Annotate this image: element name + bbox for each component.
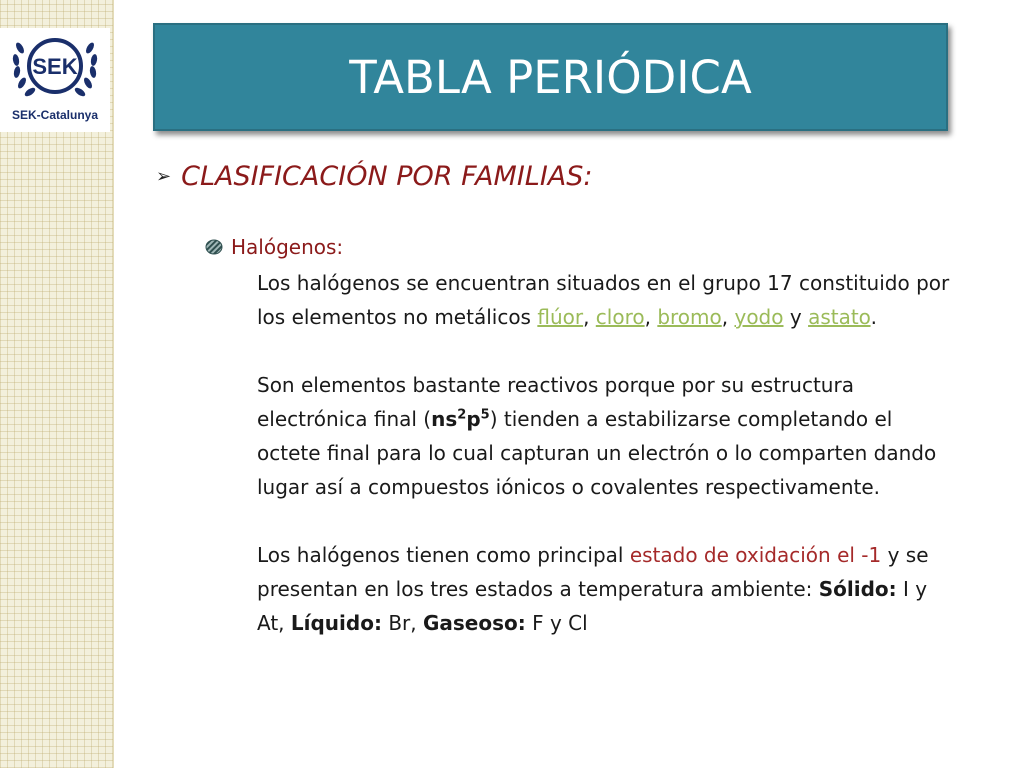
- link-cloro[interactable]: cloro: [595, 305, 645, 329]
- spacer: [155, 334, 950, 368]
- subheading-text: Halógenos:: [231, 235, 344, 259]
- link-yodo[interactable]: yodo: [734, 305, 784, 329]
- striped-bullet-icon: [205, 239, 223, 255]
- gas-label: Gaseoso:: [422, 611, 526, 635]
- electron-config: [431, 407, 490, 431]
- link-fluor[interactable]: flúor: [537, 305, 584, 329]
- paragraph-3: [155, 538, 950, 640]
- para1-text: Los halógenos se encuentran situados en el grupo 17 constituido por los elementos no metálicos: [257, 271, 950, 329]
- link-astato[interactable]: astato: [808, 305, 871, 329]
- liquid-value: Br,: [381, 611, 423, 635]
- separator: ,: [583, 305, 596, 329]
- heading-text: CLASIFICACIÓN POR FAMILIAS:: [181, 160, 593, 192]
- config-ns-exponent: 2: [457, 407, 467, 423]
- conjunction: y: [783, 305, 809, 329]
- separator: ,: [644, 305, 658, 329]
- solid-label: Sólido:: [818, 577, 897, 601]
- spacer: [155, 504, 950, 538]
- paragraph-2: [155, 368, 950, 504]
- para2-text-b: ) tienden a estabilizarse completando el octete final para lo cual capturan un electrón o lo comparten dando lugar así a compuestos iónicos o covalentes respectivamente.: [257, 407, 937, 499]
- solid-value: I y At,: [257, 577, 928, 635]
- subheading: [205, 235, 343, 259]
- body-text: [155, 266, 950, 640]
- config-p: p: [466, 407, 481, 431]
- slide-title: TABLA PERIÓDICA: [349, 50, 752, 104]
- link-bromo[interactable]: bromo: [657, 305, 722, 329]
- decorative-sidebar: [0, 0, 114, 768]
- oxidation-state-highlight: estado de oxidación el -1: [629, 543, 882, 567]
- liquid-label: Líquido:: [290, 611, 382, 635]
- logo-mark-text: SEK: [32, 54, 78, 79]
- para2-text-a: Son elementos bastante reactivos porque por su estructura electrónica final (: [257, 373, 854, 431]
- sek-emblem-icon: [6, 30, 104, 106]
- period: .: [870, 305, 877, 329]
- title-banner: [153, 23, 948, 131]
- logo-caption: SEK-Catalunya: [11, 108, 99, 122]
- section-heading: [156, 156, 593, 196]
- separator: ,: [721, 305, 735, 329]
- para3-text-b: y se presentan en los tres estados a temperatura ambiente:: [257, 543, 929, 601]
- para3-text-a: Los halógenos tienen como principal: [257, 543, 630, 567]
- config-ns: ns: [431, 407, 458, 431]
- gas-value: F y Cl: [525, 611, 588, 635]
- config-p-exponent: 5: [480, 407, 490, 423]
- logo: [0, 28, 110, 132]
- paragraph-1: [155, 266, 950, 334]
- arrow-bullet-icon: ➢: [156, 165, 172, 187]
